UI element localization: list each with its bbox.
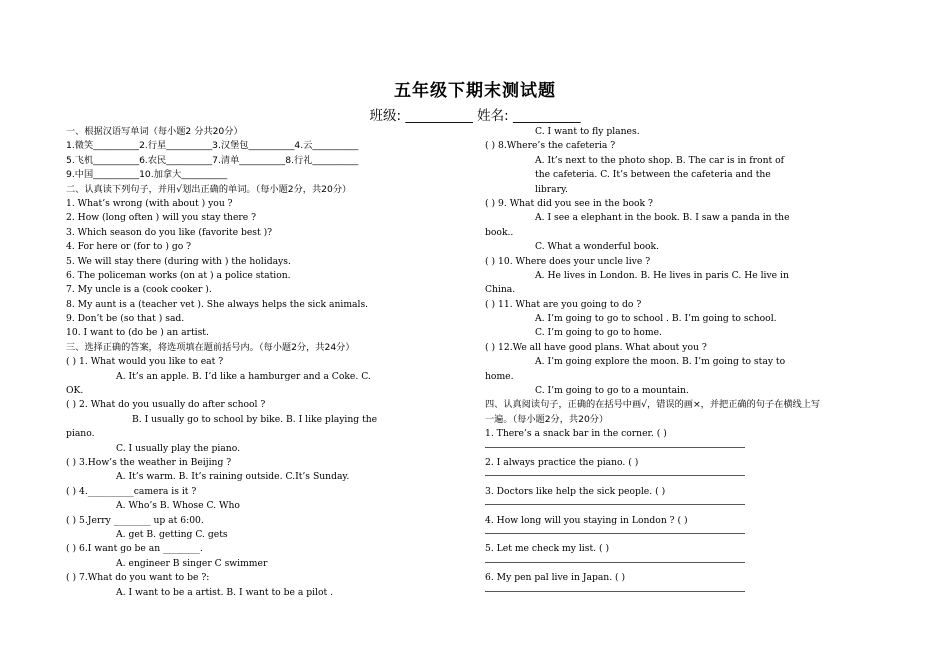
question-line: 1. What’s wrong (with about ) you ? (66, 197, 233, 209)
section-heading: 一遍。（每小题2分，共20分） (485, 413, 609, 425)
question-line: 8. My aunt is a (teacher vet ). She always helps the sick animals. (66, 298, 369, 310)
answer-line (485, 499, 885, 513)
question-line: ( ) 7.What do you want to be ?: (66, 572, 210, 584)
question-line: 2. How (long often ) will you stay there ? (66, 212, 257, 224)
option-line: C. I’m going to go to a mountain. (535, 385, 689, 397)
answer-line (485, 470, 885, 484)
option-line: C. I want to fly planes. (535, 126, 640, 137)
answer-line (485, 442, 885, 456)
option-line: home. (485, 370, 514, 382)
question-line: ( ) 2. What do you usually do after school ? (66, 399, 266, 411)
judge-sentence: 1. There’s a snack bar in the corner. ( ) (485, 428, 667, 440)
option-line: B. I usually go to school by bike. B. I like playing the (132, 413, 378, 425)
judge-sentence: 5. Let me check my list. ( ) (485, 543, 610, 555)
option-line: piano. (66, 428, 95, 440)
vocab-line: 5.飞机__________6.农民__________7.清单__________8.行礼__________ (66, 154, 359, 166)
option-line: C. I usually play the piano. (116, 442, 240, 454)
question-line: ( ) 4.__________camera is it ? (66, 485, 197, 497)
option-line: library. (535, 183, 568, 195)
question-line: 6. The policeman works (on at ) a police station. (66, 269, 291, 281)
question-line: ( ) 6.I want go be an ________. (66, 543, 203, 555)
option-line: A. It’s an apple. B. I’d like a hamburger and a Coke. C. (116, 370, 371, 382)
option-line: book.. (485, 226, 514, 238)
option-line: A. Who’s B. Whose C. Who (116, 500, 240, 512)
section-heading: 二、认真读下列句子，并用√划出正确的单词。（每小题2分，共20分） (66, 183, 352, 195)
section-heading: 一、根据汉语写单词（每小题2 分共20分） (66, 126, 243, 137)
question-line: ( ) 1. What would you like to eat ? (66, 356, 224, 368)
question-line: 9. Don’t be (so that ) sad. (66, 313, 185, 325)
question-line: 5. We will stay there (during with ) the holidays. (66, 255, 291, 267)
page-title: 五年级下期末测试题 (394, 81, 556, 101)
question-line: ( ) 12.We all have good plans. What about you ? (485, 341, 707, 353)
question-line: ( ) 3.How’s the weather in Beijing ? (66, 456, 232, 468)
question-line: ( ) 8.Where’s the cafeteria ? (485, 140, 616, 152)
option-line: A. It’s warm. B. It’s raining outside. C.It’s Sunday. (116, 471, 350, 483)
class-name-line: 班级: __________ 姓名: __________ (369, 108, 581, 124)
judge-sentence: 2. I always practice the piano. ( ) (485, 456, 639, 468)
question-line: ( ) 11. What are you going to do ? (485, 298, 642, 310)
option-line: C. I’m going to go to home. (535, 327, 662, 339)
right-column (485, 125, 885, 600)
question-line: 10. I want to (do be ) an artist. (66, 327, 209, 339)
vocab-line: 1.微笑__________2.行星__________3.汉堡包__________4.云__________ (66, 140, 359, 152)
section-heading: 三、选择正确的答案，将选项填在题前括号内。（每小题2分，共24分） (66, 341, 355, 353)
answer-line (485, 528, 885, 542)
option-line: OK. (66, 385, 84, 397)
judge-sentence: 6. My pen pal live in Japan. ( ) (485, 572, 626, 584)
option-line: A. I’m going to go to school . B. I’m going to school. (535, 313, 777, 325)
question-line: ( ) 5.Jerry ________ up at 6:00. (66, 514, 204, 526)
option-line: A. I’m going explore the moon. B. I’m going to stay to (535, 356, 786, 368)
answer-line (485, 586, 885, 600)
option-line: C. What a wonderful book. (535, 241, 660, 253)
option-line: A. He lives in London. B. He lives in paris C. He live in (535, 269, 789, 281)
question-line: 4. For here or (for to ) go ? (66, 241, 192, 253)
question-line: ( ) 9. What did you see in the book ? (485, 197, 653, 209)
vocab-line: 9.中国__________10.加拿大__________ (66, 169, 228, 181)
option-line: A. engineer B singer C swimmer (116, 557, 268, 569)
option-line: A. get B. getting C. gets (116, 528, 228, 540)
question-line: 7. My uncle is a (cook cooker ). (66, 284, 212, 296)
option-line: A. It’s next to the photo shop. B. The car is in front of (535, 154, 785, 166)
option-line: the cafeteria. C. It’s between the cafeteria and the (535, 169, 771, 181)
judge-sentence: 4. How long will you staying in London ? ( ) (485, 514, 688, 526)
section-heading: 四、认真阅读句子，正确的在括号中画√，错误的画×，并把正确的句子在横线上写 (485, 399, 821, 411)
left-column (66, 125, 466, 600)
option-line: A. I want to be a artist. B. I want to be a pilot . (116, 586, 334, 598)
option-line: A. I see a elephant in the book. B. I saw a panda in the (535, 212, 790, 224)
judge-sentence: 3. Doctors like help the sick people. ( ) (485, 485, 666, 497)
question-line: 3. Which season do you like (favorite best )? (66, 226, 273, 238)
question-line: ( ) 10. Where does your uncle live ? (485, 255, 651, 267)
answer-line (485, 557, 885, 571)
option-line: China. (485, 284, 516, 296)
